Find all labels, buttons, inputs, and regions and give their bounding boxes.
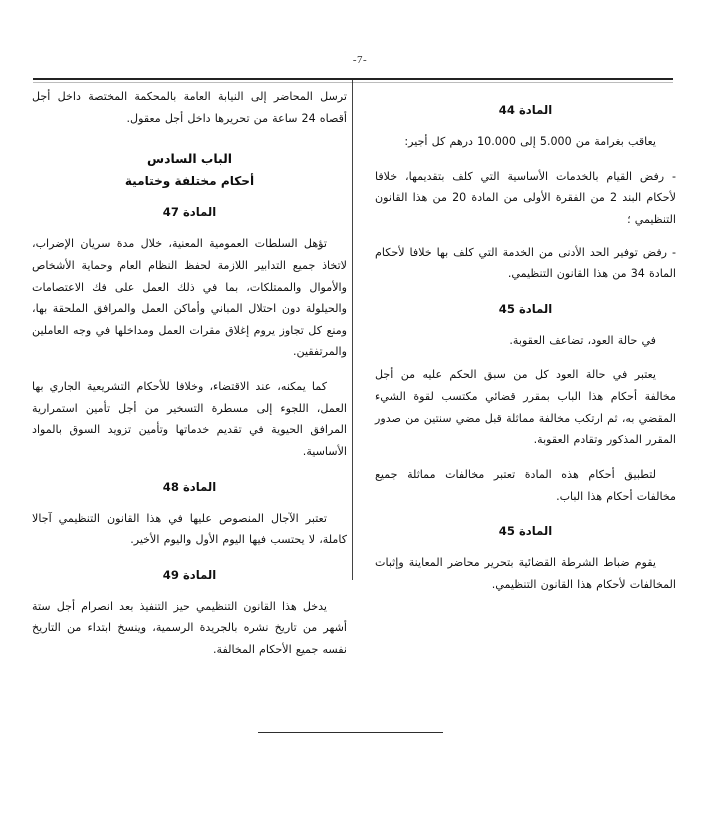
chapter-heading: الباب السادس: [147, 151, 232, 167]
page-number: -7-: [352, 54, 368, 66]
header-rule: [33, 78, 673, 80]
paragraph: يعاقب بغرامة من 5.000 إلى 10.000 درهم كل أجير:: [404, 135, 656, 148]
paragraph: تعتبر الآجال المنصوص عليها في هذا القانون التنظيمي آجالا كاملة، لا يحتسب فيها اليوم الأول واليوم الأخير.: [32, 511, 347, 547]
paragraph: في حالة العود، تضاعف العقوبة.: [509, 333, 656, 347]
list-item: - رفض توفير الحد الأدنى من الخدمة التي كلف بها خلافا لأحكام المادة 34 من هذا القانون التنظيمي.: [375, 245, 676, 281]
paragraph: كما يمكنه، عند الاقتضاء، وخلافا للأحكام التشريعية الجاري بها العمل، اللجوء إلى مسطرة التسخير من أجل تأمين استمرارية المرافق الحيوية في تقديم خدماتها وتأمين تزويد السوق بالمواد الأساسية.: [32, 380, 347, 458]
paragraph: تؤهل السلطات العمومية المعنية، خلال مدة سريان الإضراب، لاتخاذ جميع التدابير اللازمة لحفظ النظام العام وحماية الأشخاص والأموال والممتلكات، بما في ذلك العمل على فك الاعتصامات والحيلولة دون احتلال المباني وأماكن العمل والمرافق الملحقة بها، ومنع كل تجاوز يروم إغلاق مقرات العمل ومداخلها في وجه العاملين والمرتفقين.: [32, 237, 347, 359]
left-text-column: [28, 86, 361, 656]
article-heading: المادة 45: [498, 301, 553, 316]
chapter-subheading: أحكام مختلفة وختامية: [124, 174, 255, 189]
paragraph: ترسل المحاضر إلى النيابة العامة بالمحكمة المختصة داخل أجل أقصاه 24 ساعة من تحريرها داخل أجل معقول.: [32, 90, 347, 125]
article-heading: المادة 49: [162, 567, 217, 582]
footer-rule: [258, 732, 443, 733]
paragraph: لتطبيق أحكام هذه المادة تعتبر مخالفات مماثلة جميع مخالفات أحكام هذا الباب.: [375, 467, 676, 503]
list-item: - رفض القيام بالخدمات الأساسية التي كلف بتقديمها، خلافا لأحكام البند 2 من الفقرة الأولى من المادة 20 من هذا القانون التنظيمي ؛: [375, 169, 676, 226]
two-column-body: [28, 86, 694, 656]
right-text-column: [361, 86, 694, 606]
paragraph: يدخل هذا القانون التنظيمي حيز التنفيذ بعد انصرام أجل ستة أشهر من تاريخ نشره بالجريدة الرسمية، وينسخ ابتداء من التاريخ نفسه جميع الأحكام المخالفة.: [32, 599, 347, 656]
article-heading: المادة 47: [162, 205, 217, 220]
paragraph: يقوم ضباط الشرطة القضائية بتحرير محاضر المعاينة وإثبات المخالفات لأحكام هذا القانون التنظيمي.: [375, 556, 676, 591]
paragraph: يعتبر في حالة العود كل من سبق الحكم عليه من أجل مخالفة أحكام هذا الباب بمقرر قضائي مكتسب لقوة الشيء المقضي به، ثم ارتكب مخالفة مماثلة قبل مضي سنتين من صدور المقرر المذكور وتقادم العقوبة.: [375, 368, 676, 447]
article-heading: المادة 45: [498, 524, 553, 539]
article-heading: المادة 48: [162, 479, 217, 494]
article-heading: المادة 44: [498, 103, 553, 117]
